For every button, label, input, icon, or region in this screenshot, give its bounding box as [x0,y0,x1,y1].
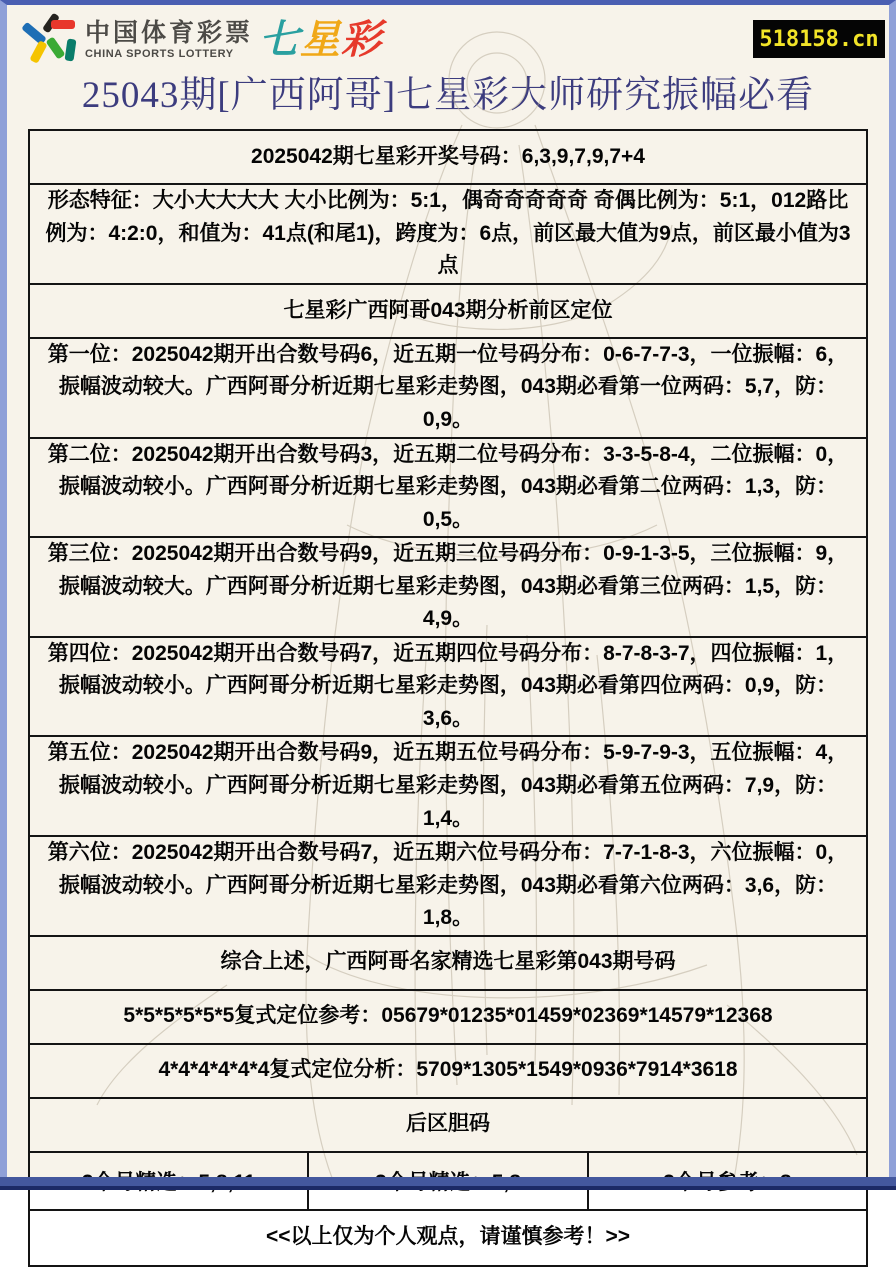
page-title: 25043期[广西阿哥]七星彩大师研究振幅必看 [81,75,815,116]
table-row-position-2: 第二位：2025042期开出合数号码3，近五期二位号码分布：3-3-5-8-4，二位振幅：0，振幅波动较小。广西阿哥分析近期七星彩走势图，043期必看第二位两码：1,3，防：0,5。 [30,439,866,539]
table-row-position-4: 第四位：2025042期开出合数号码7，近五期四位号码分布：8-7-8-3-7，四位振幅：1，振幅波动较小。广西阿哥分析近期七星彩走势图，043期必看第四位两码：0,9，防：3,6。 [30,638,866,738]
analysis-table [28,129,868,1266]
table-row-position-6: 第六位：2025042期开出合数号码7，近五期六位号码分布：7-7-1-8-3，六位振幅：0，振幅波动较小。广西阿哥分析近期七星彩走势图，043期必看第六位两码：3,6，防：1,8。 [30,837,866,937]
page-header [7,5,889,71]
logo-text [85,18,254,60]
lottery-pinwheel-icon [21,13,77,67]
table-row-position-5: 第五位：2025042期开出合数号码9，近五期五位号码分布：5-9-7-9-3，五位振幅：4，振幅波动较小。广西阿哥分析近期七星彩走势图，043期必看第五位两码：7,9，防：1,4。 [30,737,866,837]
site-url-badge[interactable]: 518158.cn [753,20,885,58]
brand-qixingcai: 七星彩 [259,18,383,62]
sports-lottery-logo [21,13,382,67]
table-row-section-front: 七星彩广西阿哥043期分析前区定位 [30,285,866,339]
bottom-frame-bar [0,1177,896,1190]
table-row-complex-5: 5*5*5*5*5*5复式定位参考：05679*01235*01459*02369*14579*12368 [30,991,866,1045]
table-row-section-back: 后区胆码 [30,1099,866,1153]
logo-name-cn: 中国体育彩票 [85,18,254,47]
table-row-position-3: 第三位：2025042期开出合数号码9，近五期三位号码分布：0-9-1-3-5，三位振幅：9，振幅波动较大。广西阿哥分析近期七星彩走势图，043期必看第三位两码：1,5，防：4,9。 [30,538,866,638]
table-row-draw-result: 2025042期七星彩开奖号码：6,3,9,7,9,7+4 [30,131,866,185]
table-row-complex-4: 4*4*4*4*4*4复式定位分析：5709*1305*1549*0936*7914*3618 [30,1045,866,1099]
table-row-pattern: 形态特征：大小大大大大 大小比例为：5:1，偶奇奇奇奇奇 奇偶比例为：5:1，012路比例为：4:2:0，和值为：41点(和尾1)，跨度为：6点，前区最大值为9点，前区最小值为3点 [30,185,866,285]
table-row-summary: 综合上述，广西阿哥名家精选七星彩第043期号码 [30,937,866,991]
table-row-position-1: 第一位：2025042期开出合数号码6，近五期一位号码分布：0-6-7-7-3，一位振幅：6，振幅波动较大。广西阿哥分析近期七星彩走势图，043期必看第一位两码：5,7，防：0,9。 [30,339,866,439]
logo-name-en: CHINA SPORTS LOTTERY [85,47,234,60]
table-row-disclaimer: <<以上仅为个人观点，请谨慎参考！>> [265,1225,631,1249]
